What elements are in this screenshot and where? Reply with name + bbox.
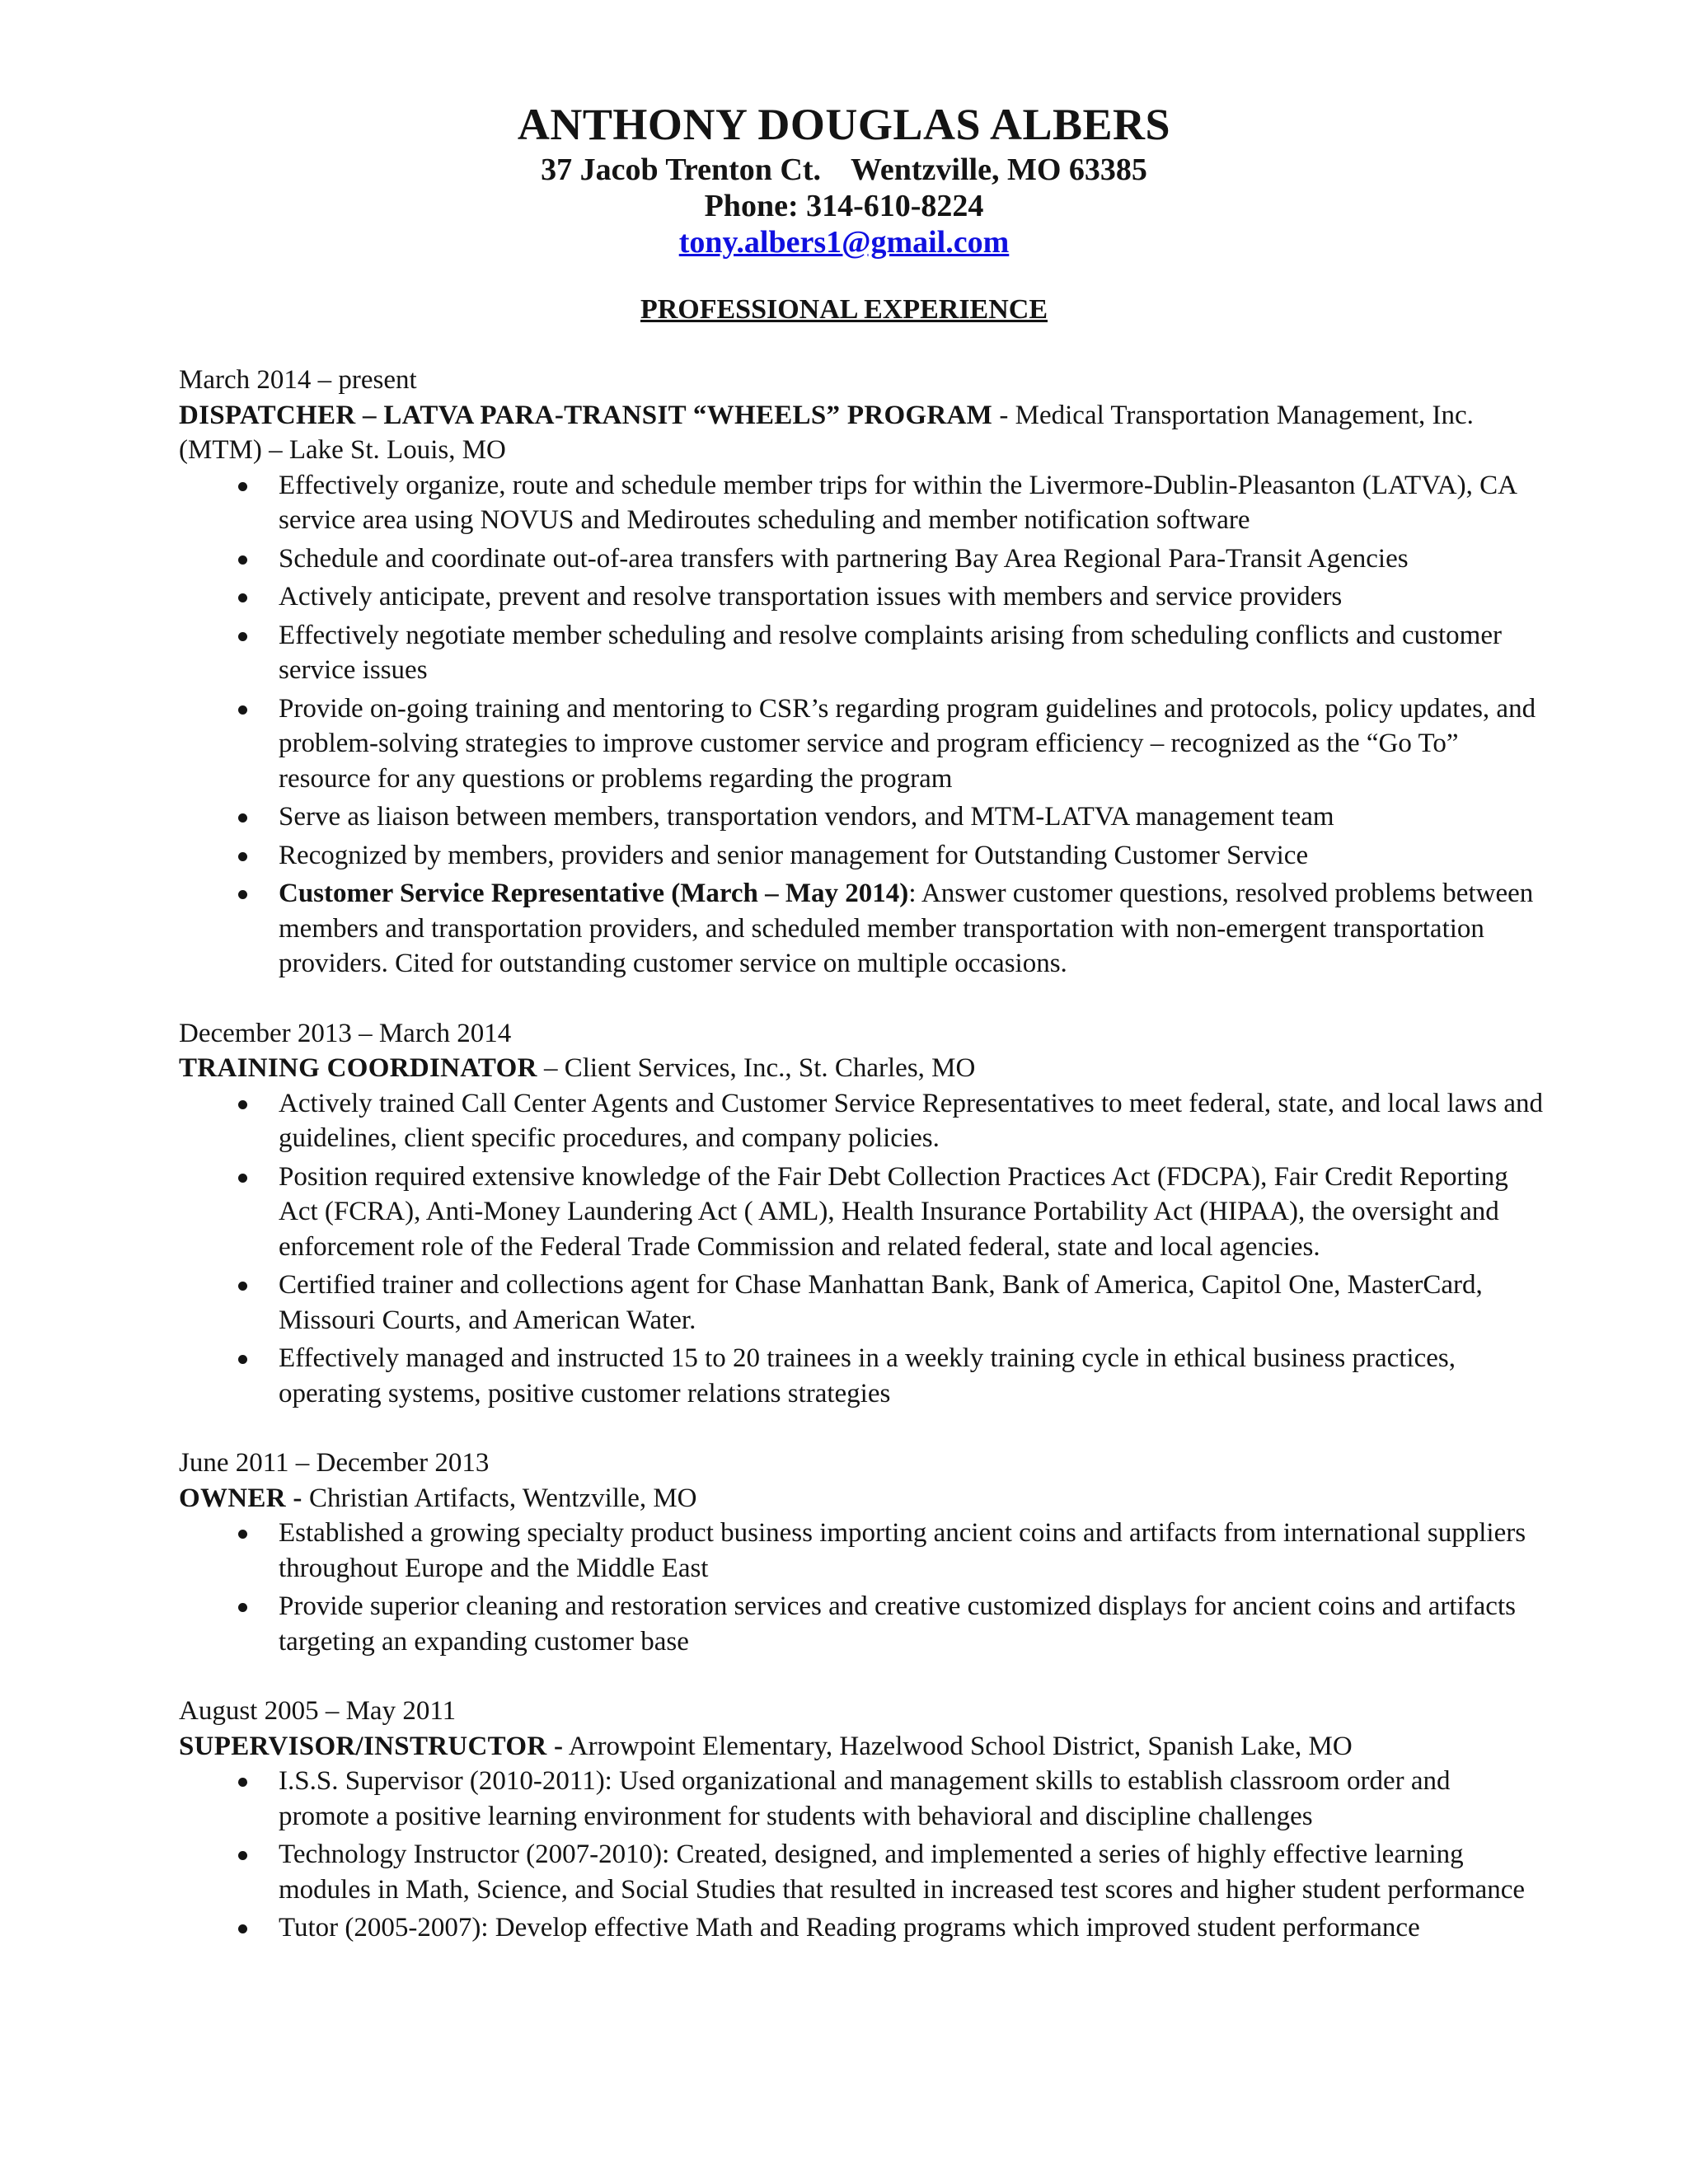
duty-text: Effectively managed and instructed 15 to 20 trainees in a weekly training cycle in ethical business practices, operating systems, positive customer relations strategies (279, 1343, 1456, 1408)
duty-text: Position required extensive knowledge of the Fair Debt Collection Practices Act (FDCPA), Fair Credit Reporting Act (FCRA), Anti-Money Laundering Act ( AML), Health Insurance Portability Act (HIPAA), the oversight and enforcement role of the Federal Trade Commission and related federal, state and local agencies. (279, 1161, 1508, 1262)
job-organization: Christian Artifacts, Wentzville, MO (302, 1483, 697, 1513)
city-state-zip: Wentzville, MO 63385 (851, 152, 1147, 187)
bullet-icon (238, 1282, 247, 1291)
duty-text: Serve as liaison between members, transportation vendors, and MTM-LATVA management team (279, 802, 1334, 832)
duty-item (179, 1086, 1547, 1156)
bullet-icon (238, 1603, 247, 1612)
duty-text: Effectively negotiate member scheduling and resolve complaints arising from scheduling conflicts and customer service issues (279, 620, 1502, 685)
street-address: 37 Jacob Trenton Ct. (541, 152, 821, 187)
duty-item (179, 799, 1547, 835)
duty-text: Certified trainer and collections agent for Chase Manhattan Bank, Bank of America, Capitol One, MasterCard, Missouri Courts, and American Water. (279, 1270, 1483, 1335)
job-dates: June 2011 – December 2013 (179, 1448, 490, 1478)
job-title-line (179, 1051, 1547, 1086)
section-heading-experience: PROFESSIONAL EXPERIENCE (640, 294, 1048, 325)
duty-item (179, 541, 1547, 577)
bullet-icon (238, 813, 247, 823)
duty-item (179, 1516, 1547, 1586)
candidate-name: ANTHONY DOUGLAS ALBERS (517, 100, 1171, 149)
bullet-icon (238, 890, 247, 899)
duty-list (179, 1086, 1547, 1412)
duty-item (179, 1341, 1547, 1411)
job-entry (179, 1016, 1547, 1412)
duty-text: Actively anticipate, prevent and resolve transportation issues with members and service providers (279, 582, 1343, 612)
duty-text: Effectively organize, route and schedule member trips for within the Livermore-Dublin-Pleasanton (LATVA), CA service area using NOVUS and Mediroutes scheduling and member notification software (279, 470, 1517, 535)
experience-list (179, 363, 1547, 1980)
bullet-icon (238, 632, 247, 641)
email-link[interactable]: tony.albers1@gmail.com (678, 225, 1010, 260)
duty-text: : Answer customer questions, resolved problems between members and transportation providers, and scheduled member transportation with non-emergent transportation providers. Cited for outstanding customer service on multiple occasions. (279, 879, 1534, 978)
bullet-icon (238, 1174, 247, 1183)
duty-item (179, 1764, 1547, 1834)
duty-item (179, 876, 1547, 982)
bullet-icon (238, 482, 247, 491)
job-dates: March 2014 – present (179, 365, 417, 395)
job-entry (179, 363, 1547, 982)
phone-number: Phone: 314-610-8224 (704, 189, 984, 223)
bullet-icon (238, 555, 247, 565)
duty-item (179, 468, 1547, 538)
bullet-icon (238, 852, 247, 861)
duty-item (179, 838, 1547, 874)
duty-list (179, 1764, 1547, 1946)
bullet-icon (238, 1851, 247, 1860)
bullet-icon (238, 1530, 247, 1539)
job-dates: December 2013 – March 2014 (179, 1018, 512, 1048)
duty-role-label: Customer Service Representative (March – May 2014) (279, 879, 909, 908)
duty-text: Technology Instructor (2007-2010): Created, designed, and implemented a series of highly effective learning modules in Math, Science, and Social Studies that resulted in increased test scores and higher student performance (279, 1840, 1526, 1905)
job-entry (179, 1694, 1547, 1946)
job-title: TRAINING COORDINATOR (179, 1053, 537, 1083)
bullet-icon (238, 705, 247, 715)
job-title-line (179, 398, 1547, 468)
duty-text: Established a growing specialty product business importing ancient coins and artifacts from international suppliers throughout Europe and the Middle East (279, 1518, 1526, 1583)
job-title: DISPATCHER – LATVA PARA-TRANSIT “WHEELS” PROGRAM (179, 400, 993, 430)
bullet-icon (238, 1924, 247, 1933)
bullet-icon (238, 1100, 247, 1109)
resume-header (0, 97, 1688, 260)
duty-item (179, 1837, 1547, 1907)
duty-list (179, 1516, 1547, 1659)
bullet-icon (238, 1355, 247, 1364)
duty-item (179, 1910, 1547, 1946)
job-organization: - Medical Transportation Management, Inc. (MTM) – Lake St. Louis, MO (179, 400, 1474, 465)
job-organization: – Client Services, Inc., St. Charles, MO (537, 1053, 976, 1083)
job-entry (179, 1446, 1547, 1659)
duty-text: Recognized by members, providers and senior management for Outstanding Customer Service (279, 840, 1309, 870)
duty-item (179, 1160, 1547, 1265)
duty-text: Schedule and coordinate out-of-area transfers with partnering Bay Area Regional Para-Transit Agencies (279, 543, 1409, 574)
duty-text: I.S.S. Supervisor (2010-2011): Used organizational and management skills to establish classroom order and promote a positive learning environment for students with behavioral and discipline challenges (279, 1766, 1451, 1831)
job-title-line (179, 1729, 1547, 1765)
duty-text: Actively trained Call Center Agents and Customer Service Representatives to meet federal, state, and local laws and guidelines, client specific procedures, and company policies. (279, 1088, 1544, 1153)
job-title: SUPERVISOR/INSTRUCTOR - (179, 1731, 564, 1761)
bullet-icon (238, 1778, 247, 1787)
duty-text: Provide superior cleaning and restoration services and creative customized displays for ancient coins and artifacts targeting an expanding customer base (279, 1591, 1516, 1657)
duty-item (179, 1268, 1547, 1338)
duty-list (179, 468, 1547, 982)
address-line (0, 152, 1688, 188)
bullet-icon (238, 593, 247, 602)
job-title: OWNER - (179, 1483, 302, 1513)
duty-item (179, 618, 1547, 688)
job-title-line (179, 1481, 1547, 1516)
job-dates: August 2005 – May 2011 (179, 1696, 457, 1726)
duty-item (179, 1589, 1547, 1659)
job-organization: Arrowpoint Elementary, Hazelwood School District, Spanish Lake, MO (563, 1731, 1353, 1761)
duty-item (179, 579, 1547, 615)
duty-text: Tutor (2005-2007): Develop effective Math and Reading programs which improved student performance (279, 1913, 1420, 1943)
duty-item (179, 691, 1547, 797)
duty-text: Provide on-going training and mentoring to CSR’s regarding program guidelines and protocols, policy updates, and problem-solving strategies to improve customer service and program efficiency – recognized as the “Go To” resource for any questions or problems regarding the program (279, 693, 1536, 794)
